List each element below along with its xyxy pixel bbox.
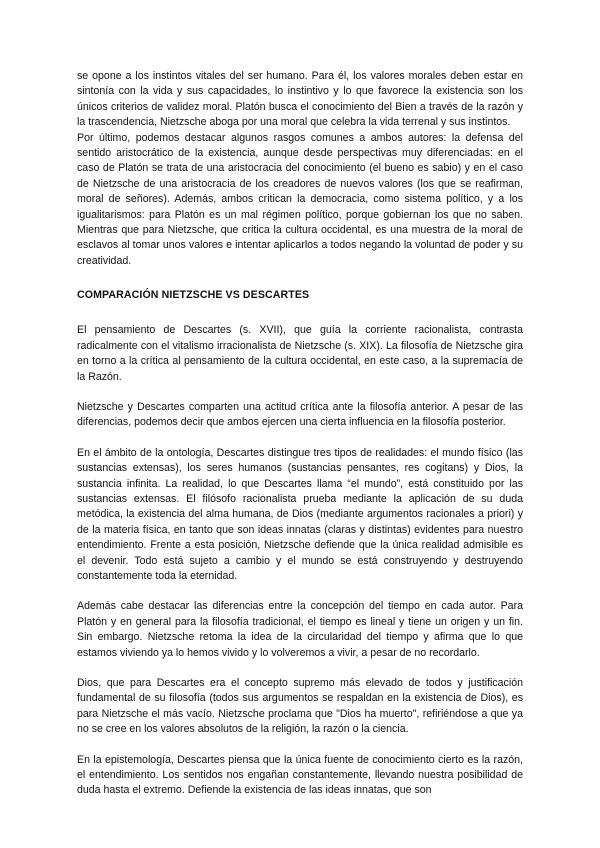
page-content — [77, 69, 523, 799]
paragraph: Además cabe destacar las diferencias entre la concepción del tiempo en cada autor. Para Platón y en general para la filosofía tradicional, el tiempo es lineal y tiene un origen y un fin. Sin embargo. Nietzsche retoma la idea de la circularidad del tiempo y afirma que lo que estamos viviendo ya lo hemos vivido y lo volveremos a vivir, a pesar de no recordarlo. — [77, 600, 523, 659]
paragraph: Nietzsche y Descartes comparten una actitud crítica ante la filosofía anterior. A pesar de las diferencias, podemos decir que ambos ejercen una cierta influencia en la filosofía posterior. — [77, 400, 523, 429]
paragraph: Por último, podemos destacar algunos rasgos comunes a ambos autores: la defensa del sentido aristocrático de la existencia, aunque desde perspectivas muy diferenciadas: en el caso de Platón se trata de una aristocracia del conocimiento (el bueno es sabio) y en el caso de Nietzsche de una aristocracia de los creadores de nuevos valores (los que se reafirman, moral de señores). Además, ambos critican la democracia, como sistema político, y a los igualitarismos: para Platón es un mal régimen político, porque gobiernan los que no saben. Mientras que para Nietzsche, que critica la cultura occidental, es una muestra de la moral de esclavos al tomar unos valores e intentar aplicarlos a todos negando la voluntad de poder y su creatividad. — [77, 131, 523, 267]
paragraph: El pensamiento de Descartes (s. XVII), que guía la corriente racionalista, contrasta radicalmente con el vitalismo irracionalista de Nietzsche (s. XIX). La filosofía de Nietzsche gira en torno a la crítica al pensamiento de la cultura occidental, en este caso, a la supremacía de la Razón. — [77, 324, 523, 383]
paragraph: En el ámbito de la ontología, Descartes distingue tres tipos de realidades: el mundo físico (las sustancias extensas), los seres humanos (sustancias pensantes, res cogitans) y Dios, la sustancia infinita. La realidad, lo que Descartes llama “el mundo”, está constituido por las sustancias extensas. El filósofo racionalista prueba mediante la aplicación de su duda metódica, la existencia del alma humana, de Dios (mediante argumentos racionales a priori) y de la materia física, en tanto que son ideas innatas (claras y distintas) evidentes para nuestro entendimiento. Frente a esta posición, Nietzsche defiende que la única realidad admisible es el devenir. Todo está sujeto a cambio y el mundo se está construyendo y destruyendo constantemente toda la eternidad. — [77, 446, 523, 582]
paragraph: se opone a los instintos vitales del ser humano. Para él, los valores morales deben estar en sintonía con la vida y sus capacidades, lo instintivo y lo que favorece la existencia son los únicos criterios de validez moral. Platón busca el conocimiento del Bien a través de la razón y la trascendencia, Nietzsche aboga por una moral que celebra la vida terrenal y sus instintos. — [77, 70, 523, 129]
paragraph: Dios, que para Descartes era el concepto supremo más elevado de todos y justificación fundamental de su filosofía (todos sus argumentos se respaldan en la existencia de Dios), es para Nietzsche el más vacío. Nietzsche proclama que "Dios ha muerto", refiriéndose a que ya no se cree en los valores absolutos de la religión, la razón o la ciencia. — [77, 677, 523, 736]
paragraph: En la epistemología, Descartes piensa que la única fuente de conocimiento cierto es la razón, el entendimiento. Los sentidos nos engañan constantemente, llevando nuestra posibilidad de duda hasta el extremo. Defiende la existencia de las ideas innatas, que son — [77, 753, 523, 797]
section-heading: COMPARACIÓN NIETZSCHE VS DESCARTES — [77, 289, 310, 302]
